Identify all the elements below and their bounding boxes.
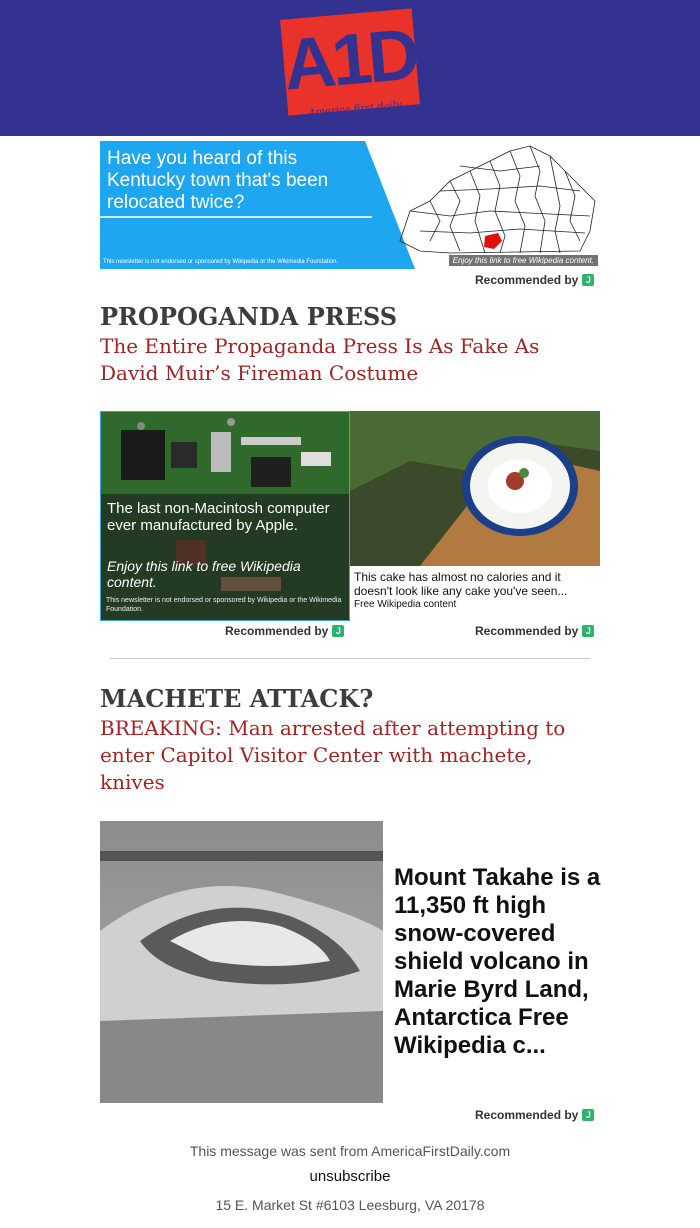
recommender-logo-icon: J bbox=[582, 1109, 594, 1121]
recommended-label: Recommended by bbox=[225, 624, 329, 638]
pcb-ad-subtitle: Enjoy this link to free Wikipedia content. bbox=[107, 558, 301, 590]
ad-headline: Have you heard of this Kentucky town that's been relocated twice? bbox=[107, 148, 329, 213]
section-title-machete: MACHETE ATTACK? bbox=[100, 684, 374, 713]
recommender-logo-icon: J bbox=[332, 625, 344, 637]
logo-text: A1D bbox=[280, 14, 420, 106]
recommended-by[interactable] bbox=[475, 1108, 594, 1122]
cake-ad-subtitle: Free Wikipedia content bbox=[354, 599, 457, 610]
recommender-logo-icon: J bbox=[582, 625, 594, 637]
ad-caption: Enjoy this link to free Wikipedia content. bbox=[449, 255, 598, 266]
ad-rule bbox=[100, 216, 372, 218]
cake-ad-image[interactable] bbox=[350, 411, 600, 566]
recommended-by[interactable] bbox=[225, 624, 344, 638]
cake-plate-image bbox=[350, 411, 600, 566]
recommended-label: Recommended by bbox=[475, 624, 579, 638]
recommended-label: Recommended by bbox=[475, 1108, 579, 1122]
footer-address: 15 E. Market St #6103 Leesburg, VA 20178 bbox=[215, 1197, 485, 1213]
kentucky-ad[interactable] bbox=[100, 141, 600, 269]
cake-ad-title[interactable]: This cake has almost no calories and it doesn't look like any cake you've seen... bbox=[354, 570, 568, 598]
ad-disclaimer: This newsletter is not endorsed or sponsored by Wikipedia or the Wikimedia Foundation. bbox=[103, 259, 339, 265]
kentucky-map-icon bbox=[390, 141, 600, 269]
section-title-propaganda: PROPOGANDA PRESS bbox=[100, 302, 398, 331]
recommended-by[interactable] bbox=[475, 624, 594, 638]
footer-sent-from: This message was sent from AmericaFirstDaily.com bbox=[189, 1143, 511, 1159]
headline-propaganda[interactable]: The Entire Propaganda Press Is As Fake As David Muir’s Fireman Costume bbox=[100, 334, 540, 385]
volcano-ad-title[interactable]: Mount Takahe is a 11,350 ft high snow-covered shield volcano in Marie Byrd Land, Antarctica Free Wikipedia c... bbox=[394, 864, 601, 1059]
recommender-logo-icon: J bbox=[582, 274, 594, 286]
unsubscribe-link[interactable]: unsubscribe bbox=[309, 1168, 391, 1185]
logo-subtitle: America first daily bbox=[307, 99, 403, 120]
recommended-label: Recommended by bbox=[475, 273, 579, 287]
volcano-image bbox=[100, 821, 383, 1103]
recommended-by[interactable] bbox=[475, 273, 594, 287]
volcano-ad-image[interactable] bbox=[100, 821, 383, 1103]
header-banner bbox=[0, 0, 700, 136]
pcb-ad-disclaimer: This newsletter is not endorsed or sponsored by Wikipedia or the Wikimedia Foundation. bbox=[106, 597, 342, 613]
pcb-ad-title: The last non-Macintosh computer ever manufactured by Apple. bbox=[107, 500, 330, 534]
divider bbox=[110, 658, 590, 659]
headline-machete[interactable]: BREAKING: Man arrested after attempting to enter Capitol Visitor Center with machete, knives bbox=[100, 716, 566, 794]
